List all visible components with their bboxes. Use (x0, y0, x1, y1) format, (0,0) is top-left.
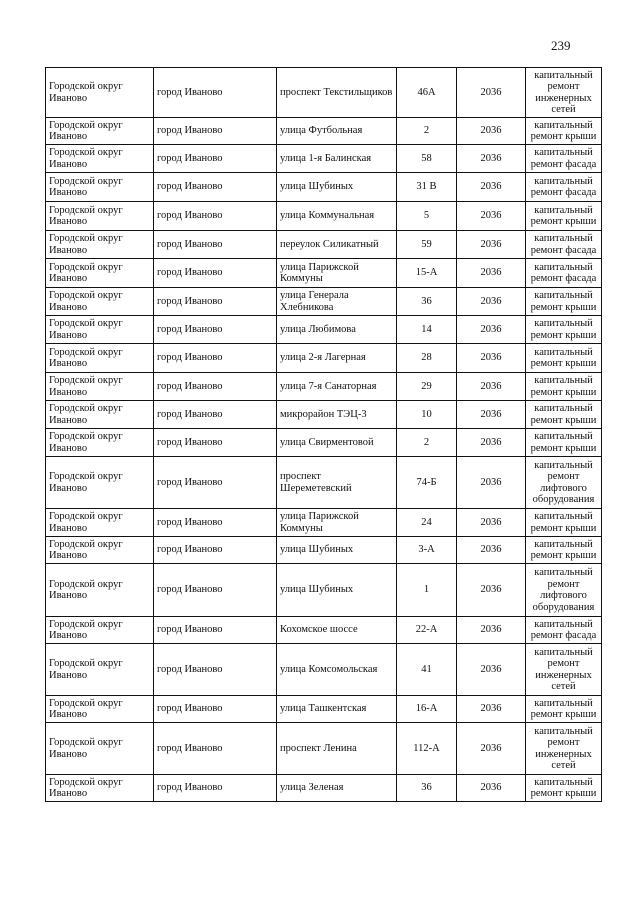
okrug-cell: Городской округ Иваново (46, 775, 154, 802)
okrug-cell: Городской округ Иваново (46, 401, 154, 429)
street-cell: проспект Ленина (277, 723, 397, 775)
table-row (46, 401, 602, 429)
okrug-cell: Городской округ Иваново (46, 344, 154, 373)
city-cell: город Иваново (154, 202, 277, 231)
table-row (46, 145, 602, 173)
work-type-cell: капитальный ремонт крыши (526, 775, 602, 802)
city-cell: город Иваново (154, 401, 277, 429)
city-cell: город Иваново (154, 373, 277, 401)
okrug-cell: Городской округ Иваново (46, 617, 154, 644)
house-number-cell: 36 (397, 775, 457, 802)
street-cell: улица Парижской Коммуны (277, 259, 397, 288)
okrug-cell: Городской округ Иваново (46, 696, 154, 723)
street-cell: улица Свирментовой (277, 429, 397, 457)
work-type-cell: капитальный ремонт лифтового оборудования (526, 564, 602, 617)
street-cell: улица 1-я Балинская (277, 145, 397, 173)
city-cell: город Иваново (154, 259, 277, 288)
okrug-cell: Городской округ Иваново (46, 231, 154, 259)
work-type-cell: капитальный ремонт крыши (526, 429, 602, 457)
house-number-cell: 74-Б (397, 457, 457, 509)
street-cell: улица Комсомольская (277, 644, 397, 696)
street-cell: улица Шубиных (277, 564, 397, 617)
table-row (46, 288, 602, 316)
table-row (46, 373, 602, 401)
work-type-cell: капитальный ремонт крыши (526, 344, 602, 373)
house-number-cell: 5 (397, 202, 457, 231)
house-number-cell: 24 (397, 509, 457, 537)
table-row (46, 644, 602, 696)
house-number-cell: 59 (397, 231, 457, 259)
house-number-cell: 22-А (397, 617, 457, 644)
work-type-cell: капитальный ремонт фасада (526, 617, 602, 644)
street-cell: улица Футбольная (277, 118, 397, 145)
year-cell: 2036 (457, 344, 526, 373)
okrug-cell: Городской округ Иваново (46, 509, 154, 537)
street-cell: микрорайон ТЭЦ-3 (277, 401, 397, 429)
okrug-cell: Городской округ Иваново (46, 644, 154, 696)
city-cell: город Иваново (154, 457, 277, 509)
house-number-cell: 10 (397, 401, 457, 429)
house-number-cell: 3-А (397, 537, 457, 564)
okrug-cell: Городской округ Иваново (46, 118, 154, 145)
work-type-cell: капитальный ремонт крыши (526, 696, 602, 723)
city-cell: город Иваново (154, 173, 277, 202)
city-cell: город Иваново (154, 145, 277, 173)
street-cell: улица 2-я Лагерная (277, 344, 397, 373)
table-row (46, 457, 602, 509)
okrug-cell: Городской округ Иваново (46, 202, 154, 231)
house-number-cell: 46А (397, 68, 457, 118)
table-row (46, 259, 602, 288)
year-cell: 2036 (457, 723, 526, 775)
table-row (46, 537, 602, 564)
work-type-cell: капитальный ремонт крыши (526, 373, 602, 401)
house-number-cell: 16-А (397, 696, 457, 723)
house-number-cell: 28 (397, 344, 457, 373)
year-cell: 2036 (457, 617, 526, 644)
house-number-cell: 31 В (397, 173, 457, 202)
year-cell: 2036 (457, 145, 526, 173)
work-type-cell: капитальный ремонт лифтового оборудования (526, 457, 602, 509)
city-cell: город Иваново (154, 118, 277, 145)
house-number-cell: 58 (397, 145, 457, 173)
city-cell: город Иваново (154, 775, 277, 802)
work-type-cell: капитальный ремонт крыши (526, 537, 602, 564)
street-cell: улица Парижской Коммуны (277, 509, 397, 537)
city-cell: город Иваново (154, 68, 277, 118)
house-number-cell: 15-А (397, 259, 457, 288)
table-row (46, 118, 602, 145)
work-type-cell: капитальный ремонт инженерных сетей (526, 723, 602, 775)
table-row (46, 202, 602, 231)
work-type-cell: капитальный ремонт инженерных сетей (526, 68, 602, 118)
house-number-cell: 2 (397, 118, 457, 145)
year-cell: 2036 (457, 316, 526, 344)
year-cell: 2036 (457, 373, 526, 401)
okrug-cell: Городской округ Иваново (46, 429, 154, 457)
year-cell: 2036 (457, 173, 526, 202)
street-cell: улица Ташкентская (277, 696, 397, 723)
table-row (46, 509, 602, 537)
year-cell: 2036 (457, 288, 526, 316)
table-row (46, 696, 602, 723)
street-cell: переулок Силикатный (277, 231, 397, 259)
street-cell: улица Генерала Хлебникова (277, 288, 397, 316)
year-cell: 2036 (457, 118, 526, 145)
capital-repair-table (45, 67, 602, 802)
table-body (46, 68, 602, 802)
year-cell: 2036 (457, 231, 526, 259)
street-cell: улица Зеленая (277, 775, 397, 802)
table-row (46, 429, 602, 457)
street-cell: улица Любимова (277, 316, 397, 344)
street-cell: Кохомское шоссе (277, 617, 397, 644)
house-number-cell: 14 (397, 316, 457, 344)
house-number-cell: 112-А (397, 723, 457, 775)
okrug-cell: Городской округ Иваново (46, 259, 154, 288)
work-type-cell: капитальный ремонт фасада (526, 259, 602, 288)
okrug-cell: Городской округ Иваново (46, 145, 154, 173)
table-row (46, 564, 602, 617)
street-cell: проспект Шереметевский (277, 457, 397, 509)
city-cell: город Иваново (154, 429, 277, 457)
street-cell: улица Шубиных (277, 537, 397, 564)
year-cell: 2036 (457, 68, 526, 118)
city-cell: город Иваново (154, 344, 277, 373)
table-row (46, 231, 602, 259)
work-type-cell: капитальный ремонт крыши (526, 401, 602, 429)
year-cell: 2036 (457, 564, 526, 617)
page-number: 239 (551, 38, 571, 53)
house-number-cell: 36 (397, 288, 457, 316)
okrug-cell: Городской округ Иваново (46, 457, 154, 509)
street-cell: улица Коммунальная (277, 202, 397, 231)
year-cell: 2036 (457, 644, 526, 696)
okrug-cell: Городской округ Иваново (46, 723, 154, 775)
table-row (46, 617, 602, 644)
okrug-cell: Городской округ Иваново (46, 537, 154, 564)
city-cell: город Иваново (154, 231, 277, 259)
city-cell: город Иваново (154, 696, 277, 723)
year-cell: 2036 (457, 259, 526, 288)
house-number-cell: 41 (397, 644, 457, 696)
street-cell: проспект Текстильщиков (277, 68, 397, 118)
year-cell: 2036 (457, 401, 526, 429)
house-number-cell: 1 (397, 564, 457, 617)
city-cell: город Иваново (154, 316, 277, 344)
work-type-cell: капитальный ремонт крыши (526, 202, 602, 231)
work-type-cell: капитальный ремонт фасада (526, 173, 602, 202)
work-type-cell: капитальный ремонт крыши (526, 509, 602, 537)
work-type-cell: капитальный ремонт фасада (526, 145, 602, 173)
city-cell: город Иваново (154, 723, 277, 775)
city-cell: город Иваново (154, 617, 277, 644)
table-row (46, 344, 602, 373)
city-cell: город Иваново (154, 509, 277, 537)
okrug-cell: Городской округ Иваново (46, 373, 154, 401)
table-row (46, 68, 602, 118)
okrug-cell: Городской округ Иваново (46, 316, 154, 344)
table-row (46, 173, 602, 202)
city-cell: город Иваново (154, 288, 277, 316)
okrug-cell: Городской округ Иваново (46, 68, 154, 118)
table-row (46, 775, 602, 802)
table-row (46, 316, 602, 344)
work-type-cell: капитальный ремонт крыши (526, 288, 602, 316)
okrug-cell: Городской округ Иваново (46, 173, 154, 202)
okrug-cell: Городской округ Иваново (46, 288, 154, 316)
year-cell: 2036 (457, 429, 526, 457)
work-type-cell: капитальный ремонт фасада (526, 231, 602, 259)
year-cell: 2036 (457, 537, 526, 564)
street-cell: улица Шубиных (277, 173, 397, 202)
city-cell: город Иваново (154, 644, 277, 696)
year-cell: 2036 (457, 775, 526, 802)
work-type-cell: капитальный ремонт крыши (526, 118, 602, 145)
work-type-cell: капитальный ремонт крыши (526, 316, 602, 344)
city-cell: город Иваново (154, 537, 277, 564)
year-cell: 2036 (457, 202, 526, 231)
city-cell: город Иваново (154, 564, 277, 617)
year-cell: 2036 (457, 696, 526, 723)
okrug-cell: Городской округ Иваново (46, 564, 154, 617)
house-number-cell: 29 (397, 373, 457, 401)
table-row (46, 723, 602, 775)
house-number-cell: 2 (397, 429, 457, 457)
year-cell: 2036 (457, 509, 526, 537)
street-cell: улица 7-я Санаторная (277, 373, 397, 401)
work-type-cell: капитальный ремонт инженерных сетей (526, 644, 602, 696)
year-cell: 2036 (457, 457, 526, 509)
